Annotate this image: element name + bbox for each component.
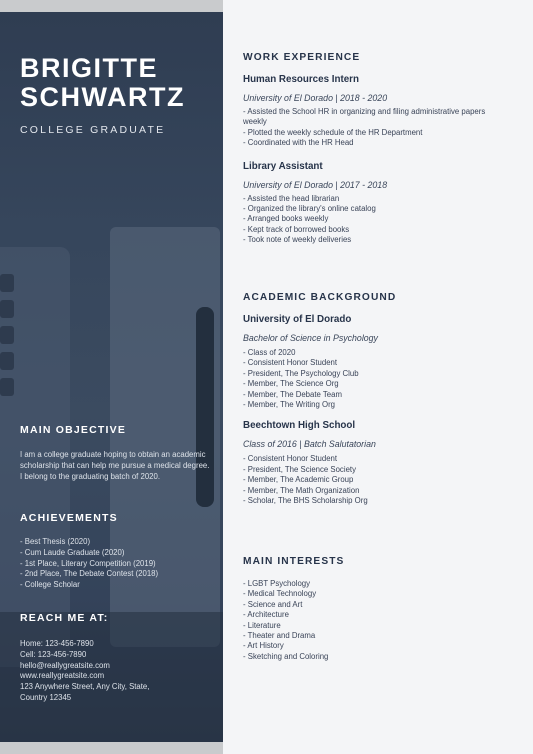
objective-text: I am a college graduate hoping to obtain an academic scholarship that can help me pursue a medical degree. I belong to the graduating batch of 2020.	[20, 450, 210, 481]
list-item: - Best Thesis (2020)	[20, 537, 91, 546]
list-item: - Theater and Drama	[243, 631, 316, 641]
list-item: - Consistent Honor Student	[243, 358, 338, 368]
list-item: - Member, The Academic Group	[243, 475, 354, 485]
interests-heading: MAIN INTERESTS	[243, 556, 345, 567]
subtitle: COLLEGE GRADUATE	[20, 124, 166, 136]
list-item: - LGBT Psychology	[243, 579, 311, 588]
school-highlights	[243, 454, 513, 506]
list-item: - Architecture	[243, 610, 289, 620]
address-line-1: 123 Anywhere Street, Any City, State,	[20, 682, 150, 692]
school-entry	[243, 314, 513, 410]
list-item: - 2nd Place, The Debate Contest (2018)	[20, 569, 159, 579]
list-item: - Took note of weekly deliveries	[243, 235, 352, 245]
objective-section	[20, 424, 210, 482]
list-item: - Cum Laude Graduate (2020)	[20, 547, 125, 557]
list-item: - 1st Place, Literary Competition (2019)	[20, 558, 156, 568]
contact-heading: REACH ME AT:	[20, 612, 109, 624]
list-item: - Assisted the head librarian	[243, 193, 340, 203]
last-name: SCHWARTZ	[20, 82, 185, 112]
achievements-heading: ACHIEVEMENTS	[20, 512, 118, 524]
email-link[interactable]: hello@reallygreatsite.com	[20, 660, 110, 670]
list-item: - President, The Psychology Club	[243, 368, 359, 378]
list-item: - Science and Art	[243, 599, 303, 609]
achievements-list	[20, 537, 210, 591]
list-item: - Literature	[243, 620, 281, 630]
list-item: - Member, The Science Org	[243, 379, 339, 389]
phone-home: Home: 123-456-7890	[20, 639, 94, 648]
contact-list	[20, 639, 210, 704]
job-duties	[243, 194, 513, 246]
work-experience-section	[243, 52, 513, 246]
list-item: - Member, The Math Organization	[243, 485, 360, 495]
phone-cell: Cell: 123-456-7890	[20, 649, 87, 659]
list-item: - Sketching and Coloring	[243, 651, 329, 661]
list-item: - Arranged books weekly	[243, 214, 329, 224]
interests-section	[243, 556, 513, 662]
list-item: weekly	[243, 117, 267, 127]
objective-heading: MAIN OBJECTIVE	[20, 424, 127, 436]
website-link[interactable]: www.reallygreatsite.com	[20, 671, 105, 681]
list-item: - Kept track of borrowed books	[243, 224, 350, 234]
job-title: Library Assistant	[243, 160, 323, 172]
list-item: - Plotted the weekly schedule of the HR Department	[243, 127, 423, 137]
list-item: - Consistent Honor Student	[243, 454, 338, 464]
academic-section	[243, 292, 513, 506]
interests-list	[243, 579, 513, 662]
job-duties	[243, 107, 513, 149]
school-entry	[243, 420, 513, 506]
job-entry	[243, 74, 513, 149]
academic-heading: ACADEMIC BACKGROUND	[243, 292, 397, 303]
list-item: - Assisted the School HR in organizing and filing administrative papers	[243, 107, 486, 116]
achievements-section	[20, 512, 210, 591]
contact-section	[20, 612, 210, 704]
list-item: - College Scholar	[20, 580, 80, 590]
keyboard-image	[0, 274, 16, 404]
work-heading: WORK EXPERIENCE	[243, 52, 361, 63]
list-item: - Organized the library's online catalog	[243, 204, 376, 214]
address-line-2: Country 12345	[20, 692, 72, 702]
first-name: BRIGITTE	[20, 53, 158, 83]
job-org: University of El Dorado | 2018 - 2020	[243, 93, 388, 103]
job-entry	[243, 161, 513, 246]
list-item: - Member, The Writing Org	[243, 400, 336, 410]
list-item: - Scholar, The BHS Scholarship Org	[243, 496, 368, 506]
list-item: - Medical Technology	[243, 589, 317, 599]
school-degree: Bachelor of Science in Psychology	[243, 333, 378, 343]
list-item: - Coordinated with the HR Head	[243, 138, 354, 148]
list-item: - Class of 2020	[243, 348, 296, 357]
school-name: University of El Dorado	[243, 314, 352, 325]
job-title: Human Resources Intern	[243, 74, 359, 85]
school-highlights	[243, 348, 513, 410]
school-degree: Class of 2016 | Batch Salutatorian	[243, 439, 376, 450]
job-org: University of El Dorado | 2017 - 2018	[243, 179, 388, 190]
list-item: - Member, The Debate Team	[243, 389, 342, 399]
candidate-name	[20, 54, 185, 112]
school-name: Beechtown High School	[243, 420, 356, 432]
list-item: - Art History	[243, 641, 284, 651]
list-item: - President, The Science Society	[243, 464, 356, 474]
